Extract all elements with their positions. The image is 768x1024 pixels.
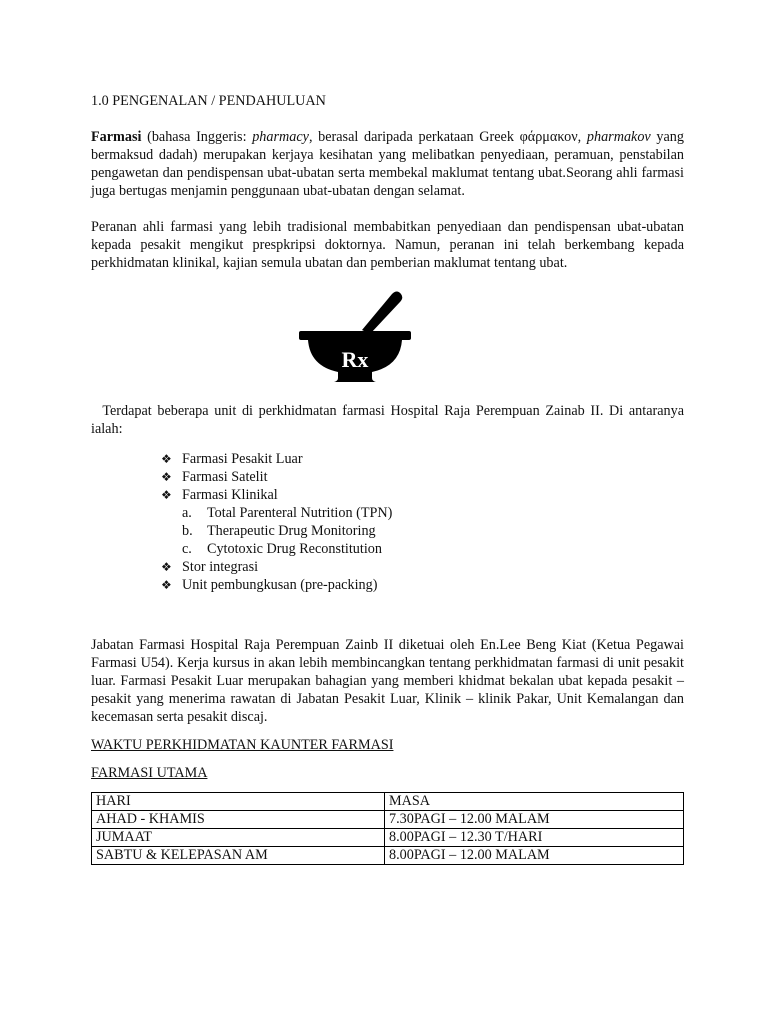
table-cell: JUMAAT (92, 829, 385, 847)
table-cell: SABTU & KELEPASAN AM (92, 847, 385, 865)
diamond-bullet-icon: ❖ (161, 470, 172, 484)
table-row (92, 829, 684, 847)
service-hours-table (91, 792, 684, 865)
term-pharmakov: pharmakov (586, 129, 651, 145)
table-cell: AHAD - KHAMIS (92, 811, 385, 829)
list-item: ❖ Farmasi Pesakit Luar (161, 451, 303, 467)
intro-paragraph: Farmasi (bahasa Inggeris: pharmacy, berasal daripada perkataan Greek φάρμακον, pharmakov yang bermaksud dadah) merupakan kerjaya kesihatan yang melibatkan penyediaan, peramuan, penstabilan pengawetan dan pendispensan ubat-ubatan serta membekal maklumat tentang ubat.Seorang ahli farmasi juga bertugas menjamin penggunaan ubat-ubatan dengan selamat. (91, 129, 684, 199)
roles-paragraph: Peranan ahli farmasi yang lebih tradisional membabitkan penyediaan dan pendispensan ubat-ubatan kepada pesakit mengikut prespkripsi doktornya. Namun, peranan ini telah berkembang kepada perkhidmatan klinikal, kajian semula ubatan dan pemberian maklumat tentang ubat. (91, 219, 684, 271)
units-intro-paragraph: Terdapat beberapa unit di perkhidmatan farmasi Hospital Raja Perempuan Zainab II. Di antaranya ialah: (91, 403, 688, 437)
list-item: ❖ Farmasi Klinikal a. Total Parenteral Nutrition (TPN) b. Therapeutic Drug Monitoring c. Cytotoxic Drug Reconstitution (161, 486, 684, 558)
section-title: WAKTU PERKHIDMATAN KAUNTER FARMASI (91, 737, 394, 753)
table-row (92, 811, 684, 829)
list-item: ❖ Farmasi Satelit (161, 469, 268, 485)
sub-list-item: b. Therapeutic Drug Monitoring (182, 523, 376, 539)
table-header-row (92, 793, 684, 811)
table-cell: 8.00PAGI – 12.00 MALAM (385, 847, 684, 865)
units-list (91, 450, 684, 594)
diamond-bullet-icon: ❖ (161, 560, 172, 574)
term-farmasi: Farmasi (91, 129, 142, 145)
diamond-bullet-icon: ❖ (161, 452, 172, 466)
table-cell: 8.00PAGI – 12.30 T/HARI (385, 829, 684, 847)
list-item: ❖ Unit pembungkusan (pre-packing) (161, 577, 378, 593)
table-header-cell: MASA (385, 793, 684, 811)
department-paragraph: Jabatan Farmasi Hospital Raja Perempuan Zainb II diketuai oleh En.Lee Beng Kiat (Ketua Pegawai Farmasi U54). Kerja kursus in akan lebih membincangkan tentang perkhidmatan farmasi di unit pesakit luar. Farmasi Pesakit Luar merupakan bahagian yang memberi khidmat bekalan ubat kepada pesakit – pesakit yang menerima rawatan di Jabatan Pesakit Luar, Klinik – klinik Pakar, Unit Kemalangan dan kecemasan serta pesakit discaj. (91, 637, 684, 725)
document-page (91, 92, 688, 865)
page-heading: 1.0 PENGENALAN / PENDAHULUAN (91, 93, 326, 109)
table-cell: 7.30PAGI – 12.00 MALAM (385, 811, 684, 829)
sub-list-item: c. Cytotoxic Drug Reconstitution (182, 541, 382, 557)
term-pharmacy: pharmacy (252, 129, 309, 145)
subsection-title: FARMASI UTAMA (91, 765, 208, 781)
list-item: ❖ Stor integrasi (161, 559, 259, 575)
mortar-pestle-rx-icon (296, 286, 416, 386)
diamond-bullet-icon: ❖ (161, 488, 172, 502)
klinikal-sublist (182, 504, 684, 558)
rx-label: Rx (341, 347, 369, 372)
logo-area (91, 286, 684, 386)
sub-list-item: a. Total Parenteral Nutrition (TPN) (182, 505, 393, 521)
table-row (92, 847, 684, 865)
table-header-cell: HARI (92, 793, 385, 811)
diamond-bullet-icon: ❖ (161, 578, 172, 592)
